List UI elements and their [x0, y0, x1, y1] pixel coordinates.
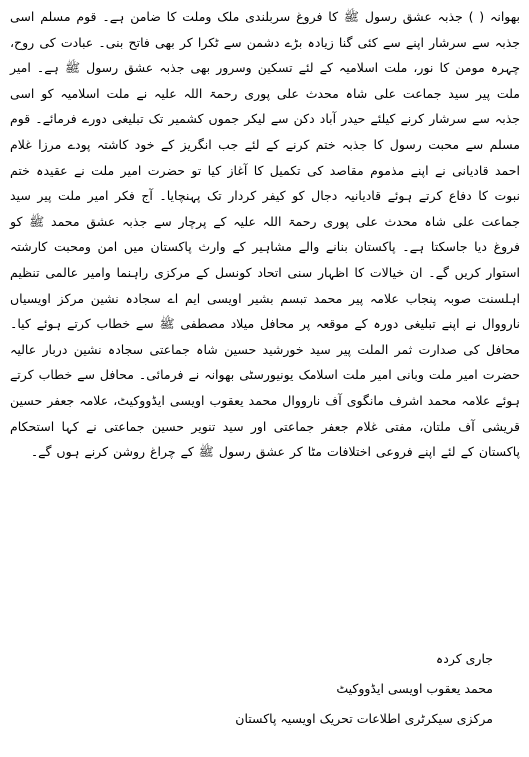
- press-release-body: [10, 4, 520, 465]
- issuer-name: محمد یعقوب اویسی ایڈووکیٹ: [336, 681, 493, 696]
- press-release-paragraph: بھوانہ ( ) جذبہ عشق رسول ﷺ کا فروغ سربلندی ملک وملت کا ضامن ہے۔ قوم مسلم اسی جذبہ سے سرشار اپنے سے کئی گنا زیادہ بڑے دشمن سے ٹکرا کر بھی فاتح بنی۔ عبادت کی روح، چہرہ مومن کا نور، ملت اسلامیہ کے لئے تسکین وسرور بھی جذبہ عشق رسول ﷺ ہے۔ امیر ملت پیر سید جماعت علی شاہ محدث علی پوری رحمۃ اللہ علیہ نے ملت اسلامیہ کو اسی جذبہ سے سرشار کرنے کیلئے حیدر آباد دکن سے لیکر جموں کشمیر تک تبلیغی دورے فرمائے۔ قوم مسلم سے محبت رسول کا جذبہ ختم کرنے کے لئے جب انگریز کے خود کاشتہ پودے مرزا غلام احمد قادیانی نے اپنے مذموم مقاصد کی تکمیل کا آغاز کیا تو حضرت امیر ملت نے عقیدہ ختم نبوت کا دفاع کرتے ہوئے قادیانیہ دجال کو کیفر کردار تک پہنچایا۔ آج فکر امیر ملت پیر سید جماعت علی شاہ محدث علی پوری رحمۃ اللہ علیہ کے پرچار سے جذبہ عشق محمد ﷺ کو فروغ دیا جاسکتا ہے۔ پاکستان بنانے والے مشاہیر کے وارث پاکستان میں امن ومحبت کارشتہ استوار کریں گے۔ ان خیالات کا اظہار سنی اتحاد کونسل کے مرکزی راہنما وامیر عالمی تنظیم اہلسنت صوبہ پنجاب علامہ پیر محمد تبسم بشیر اویسی ایم اے سجادہ نشین مرکز اویسیاں نارووال نے اپنے تبلیغی دورہ کے موقعہ پر محافل میلاد مصطفی ﷺ سے خطاب کرتے ہوئے کیا۔ محافل کی صدارت ثمر الملت پیر سید خورشید حسین شاہ جماعتی سجادہ نشین دربار عالیہ حضرت امیر ملت وبانی امیر ملت اسلامک یونیورسٹی بھوانہ نے فرمائی۔ محافل سے خطاب کرتے ہوئے علامہ محمد اشرف مانگوی آف نارووال محمد یعقوب اویسی ایڈووکیٹ، علامہ جعفر حسین قریشی آف ملتان، مفتی غلام جعفر جماعتی اور سید تنویر حسین جماعتی نے کہا استحکام پاکستان کے لئے اپنے فروعی اختلافات مٹا کر عشق رسول ﷺ کے چراغ روشن کرنے ہوں گے۔: [9, 9, 520, 460]
- issued-by-label: جاری کردہ: [435, 651, 493, 666]
- signature-block: [193, 644, 493, 734]
- issuer-designation: مرکزی سیکرٹری اطلاعات تحریک اویسیہ پاکستان: [235, 711, 493, 726]
